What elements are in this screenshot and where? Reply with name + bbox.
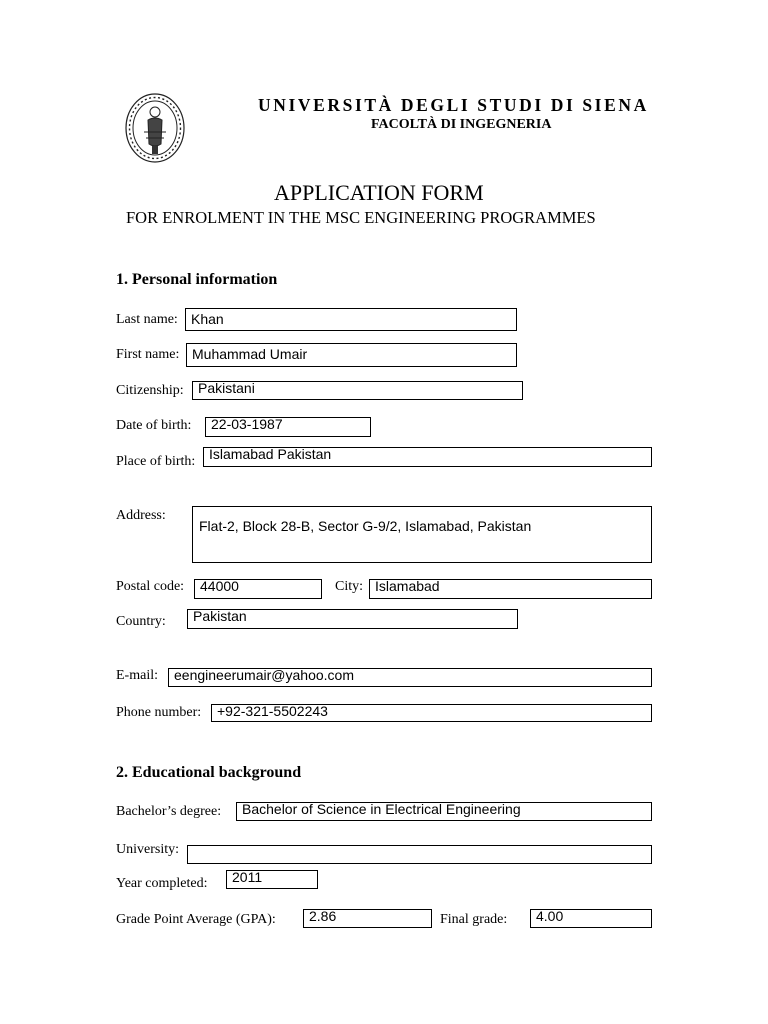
citizenship-label: Citizenship: [116,383,184,398]
university-field[interactable] [187,845,652,864]
citizenship-field[interactable]: Pakistani [192,381,523,400]
address-field[interactable]: Flat-2, Block 28-B, Sector G-9/2, Islamabad, Pakistan [192,506,652,563]
phone-label: Phone number: [116,705,202,720]
place-of-birth-label: Place of birth: [116,454,196,469]
city-label: City: [335,579,364,594]
postal-code-field[interactable]: 44000 [194,579,322,599]
country-field[interactable]: Pakistan [187,609,518,629]
bachelor-degree-label: Bachelor’s degree: [116,804,222,819]
section-education-heading: 2. Educational background [116,764,302,781]
university-seal-icon [124,92,186,164]
last-name-label: Last name: [116,312,178,327]
date-of-birth-field[interactable]: 22-03-1987 [205,417,371,437]
gpa-label: Grade Point Average (GPA): [116,912,276,927]
postal-code-label: Postal code: [116,579,185,594]
email-label: E-mail: [116,668,158,683]
address-label: Address: [116,508,166,523]
final-grade-field[interactable]: 4.00 [530,909,652,928]
bachelor-degree-field[interactable]: Bachelor of Science in Electrical Engineering [236,802,652,821]
first-name-field[interactable]: Muhammad Umair [186,343,517,367]
email-field[interactable]: eengineerumair@yahoo.com [168,668,652,687]
place-of-birth-field[interactable]: Islamabad Pakistan [203,447,652,467]
year-completed-field[interactable]: 2011 [226,870,318,889]
phone-field[interactable]: +92-321-5502243 [211,704,652,722]
university-name: UNIVERSITÀ DEGLI STUDI DI SIENA [258,95,649,115]
section-personal-heading: 1. Personal information [116,271,278,288]
form-subtitle: FOR ENROLMENT IN THE MSC ENGINEERING PROGRAMMES [126,208,596,227]
date-of-birth-label: Date of birth: [116,418,192,433]
final-grade-label: Final grade: [440,912,508,927]
year-completed-label: Year completed: [116,876,208,891]
country-label: Country: [116,614,166,629]
faculty-name: FACOLTÀ DI INGEGNERIA [371,117,552,132]
university-label: University: [116,842,179,857]
form-title: APPLICATION FORM [274,180,484,205]
first-name-label: First name: [116,347,180,362]
city-field[interactable]: Islamabad [369,579,652,599]
gpa-field[interactable]: 2.86 [303,909,432,928]
last-name-field[interactable]: Khan [185,308,517,331]
